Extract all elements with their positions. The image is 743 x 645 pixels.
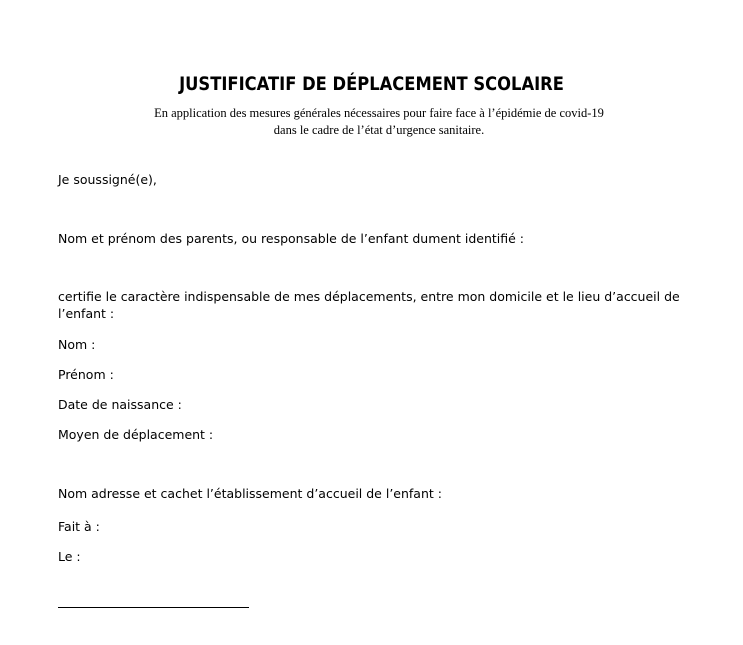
field-date-naissance-label: Date de naissance : — [58, 397, 182, 412]
certify-text-line1: certifie le caractère indispensable de mes déplacements, entre mon domicile et le lieu d’accueil de — [58, 289, 680, 304]
field-prenom-label: Prénom : — [58, 367, 114, 382]
field-nom-label: Nom : — [58, 337, 96, 352]
document-subtitle-line2: dans le cadre de l’état d’urgence sanitaire. — [273, 123, 485, 137]
document-subtitle-line1: En application des mesures générales nécessaires pour faire face à l’épidémie de covid-19 — [154, 106, 604, 120]
fait-a-label: Fait à : — [58, 519, 100, 534]
parent-name-label: Nom et prénom des parents, ou responsable de l’enfant dument identifié : — [58, 231, 525, 246]
document-title: JUSTIFICATIF DE DÉPLACEMENT SCOLAIRE — [179, 73, 564, 95]
certify-text-line2: l’enfant : — [58, 306, 115, 321]
undersigned-text: Je soussigné(e), — [58, 172, 157, 187]
signature-line — [58, 607, 249, 608]
date-le-label: Le : — [58, 549, 81, 564]
field-moyen-deplacement-label: Moyen de déplacement : — [58, 427, 214, 442]
school-stamp-label: Nom adresse et cachet l’établissement d’accueil de l’enfant : — [58, 486, 442, 501]
